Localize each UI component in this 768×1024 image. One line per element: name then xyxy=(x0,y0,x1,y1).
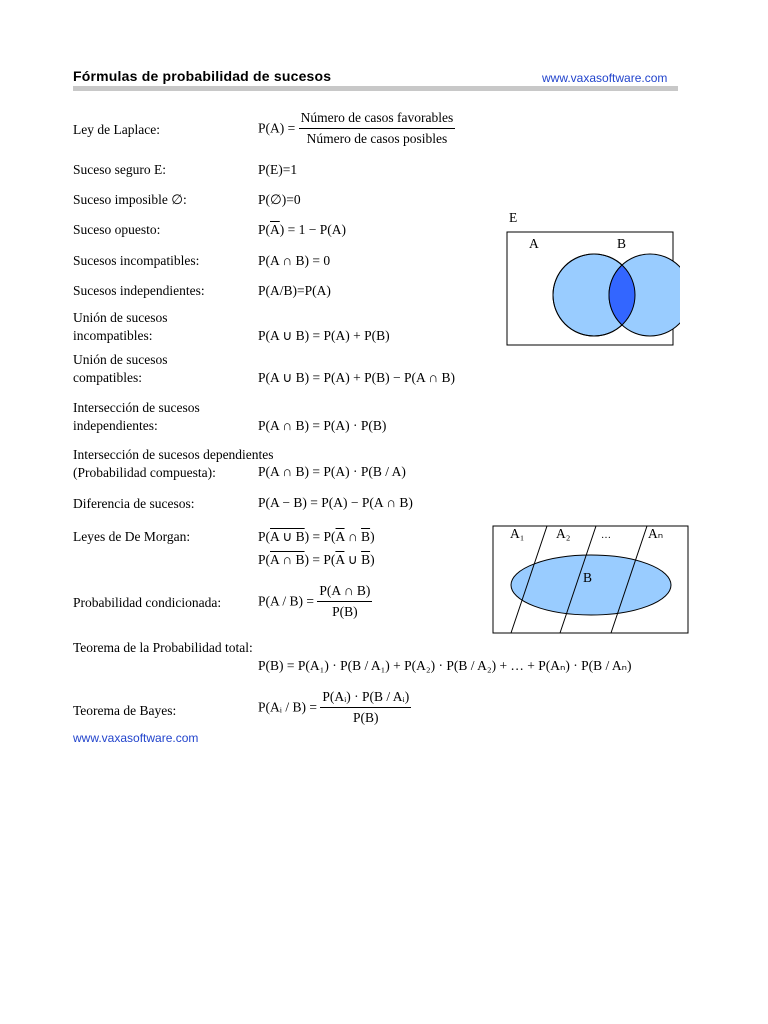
morgan2-pre: P( xyxy=(258,552,271,567)
label-interseccion-dep-1: Intersección de sucesos dependientes xyxy=(73,447,274,462)
laplace-numerator: Número de casos favorables xyxy=(299,109,456,129)
morgan2-op: ∪ xyxy=(344,552,362,567)
bayes-fraction xyxy=(320,688,411,727)
page-title: Fórmulas de probabilidad de sucesos xyxy=(73,68,332,84)
condicionada-fraction xyxy=(317,582,372,621)
laplace-lhs: P(A) = xyxy=(258,120,296,136)
bayes-lhs: P(Aᵢ / B) = xyxy=(258,699,317,715)
opuesto-post: ) = 1 − P(A) xyxy=(279,222,346,237)
partition-diagram xyxy=(490,523,690,635)
laplace-denominator: Número de casos posibles xyxy=(306,131,448,146)
partition-dots-label: … xyxy=(601,530,611,541)
venn-set-a-label: A xyxy=(529,236,539,251)
label-union-compatibles-2: compatibles: xyxy=(73,370,142,385)
label-suceso-imposible: Suceso imposible ∅: xyxy=(73,192,187,207)
formula-suceso-imposible: P(∅)=0 xyxy=(258,192,301,207)
header-link[interactable]: www.vaxasoftware.com xyxy=(542,71,668,85)
morgan1-pre: P( xyxy=(258,529,271,544)
formula-union-compatibles: P(A ∪ B) = P(A) + P(B) − P(A ∩ B) xyxy=(258,370,455,385)
partition-a1-label: A₁ xyxy=(510,526,525,541)
condicionada-lhs: P(A / B) = xyxy=(258,593,314,609)
partition-ellipse-b xyxy=(511,555,671,615)
morgan2-a: $\overline{A}$ xyxy=(335,552,345,567)
venn-set-b-label: B xyxy=(617,236,627,251)
formula-union-incompatibles: P(A ∪ B) = P(A) + P(B) xyxy=(258,328,390,343)
partition-an-label: Aₙ xyxy=(648,526,664,541)
formula-sucesos-independientes: P(A/B)=P(A) xyxy=(258,283,331,298)
morgan1-op: ∩ xyxy=(344,529,362,544)
morgan2-b: $\overline{B}$ xyxy=(361,552,371,567)
formula-bayes xyxy=(258,688,411,727)
morgan1-a: $\overline{A}$ xyxy=(335,529,345,544)
label-interseccion-dep-2: (Probabilidad compuesta): xyxy=(73,465,216,480)
bayes-denominator: P(B) xyxy=(353,710,379,725)
formula-sucesos-incompatibles: P(A ∩ B) = 0 xyxy=(258,253,331,268)
morgan2-post: ) xyxy=(370,552,375,567)
label-sucesos-independientes: Sucesos independientes: xyxy=(73,283,205,298)
formula-diferencia: P(A − B) = P(A) − P(A ∩ B) xyxy=(258,495,413,510)
morgan2-mid: ) = P( xyxy=(304,552,336,567)
bayes-numerator: P(Aᵢ) · P(B / Aᵢ) xyxy=(320,688,411,708)
partition-b-label: B xyxy=(583,570,593,585)
label-probabilidad-total: Teorema de la Probabilidad total: xyxy=(73,640,253,655)
formula-condicionada xyxy=(258,582,372,621)
condicionada-numerator: P(A ∩ B) xyxy=(317,582,372,602)
formula-de-morgan-2 xyxy=(258,551,375,569)
label-sucesos-incompatibles: Sucesos incompatibles: xyxy=(73,253,200,268)
label-bayes: Teorema de Bayes: xyxy=(73,703,177,718)
header-divider xyxy=(73,86,678,91)
morgan1-b: $\overline{B}$ xyxy=(361,529,371,544)
formula-suceso-opuesto xyxy=(258,221,346,239)
label-condicionada: Probabilidad condicionada: xyxy=(73,595,222,610)
formula-probabilidad-total: P(B) = P(A₁) · P(B / A₁) + P(A₂) · P(B / A₂) + … + P(Aₙ) · P(B / Aₙ) xyxy=(258,658,632,673)
opuesto-pre: P( xyxy=(258,222,271,237)
label-union-compatibles-1: Unión de sucesos xyxy=(73,352,168,367)
formula-suceso-seguro: P(E)=1 xyxy=(258,162,298,177)
footer-link[interactable]: www.vaxasoftware.com xyxy=(73,731,199,745)
label-union-incompatibles-2: incompatibles: xyxy=(73,328,153,343)
condicionada-denominator: P(B) xyxy=(332,604,358,619)
venn-universe-label: E xyxy=(509,210,518,225)
opuesto-bar: $\overline{A}$ xyxy=(270,222,280,237)
label-interseccion-indep-2: independientes: xyxy=(73,418,158,433)
morgan1-post: ) xyxy=(370,529,375,544)
morgan2-bar: A ∩ B xyxy=(270,552,305,567)
laplace-fraction xyxy=(299,109,456,148)
venn-diagram xyxy=(500,205,680,350)
label-interseccion-indep-1: Intersección de sucesos xyxy=(73,400,200,415)
formula-de-morgan-1 xyxy=(258,528,375,546)
formula-interseccion-dep: P(A ∩ B) = P(A) · P(B / A) xyxy=(258,464,406,479)
label-union-incompatibles-1: Unión de sucesos xyxy=(73,310,168,325)
label-suceso-seguro: Suceso seguro E: xyxy=(73,162,166,177)
partition-a2-label: A₂ xyxy=(556,526,571,541)
label-diferencia: Diferencia de sucesos: xyxy=(73,496,195,511)
formula-interseccion-indep: P(A ∩ B) = P(A) · P(B) xyxy=(258,418,387,433)
label-suceso-opuesto: Suceso opuesto: xyxy=(73,222,161,237)
morgan1-bar: A ∪ B xyxy=(270,529,305,544)
label-de-morgan: Leyes de De Morgan: xyxy=(73,529,191,544)
formula-laplace xyxy=(258,109,455,148)
label-laplace: Ley de Laplace: xyxy=(73,122,160,137)
morgan1-mid: ) = P( xyxy=(304,529,336,544)
